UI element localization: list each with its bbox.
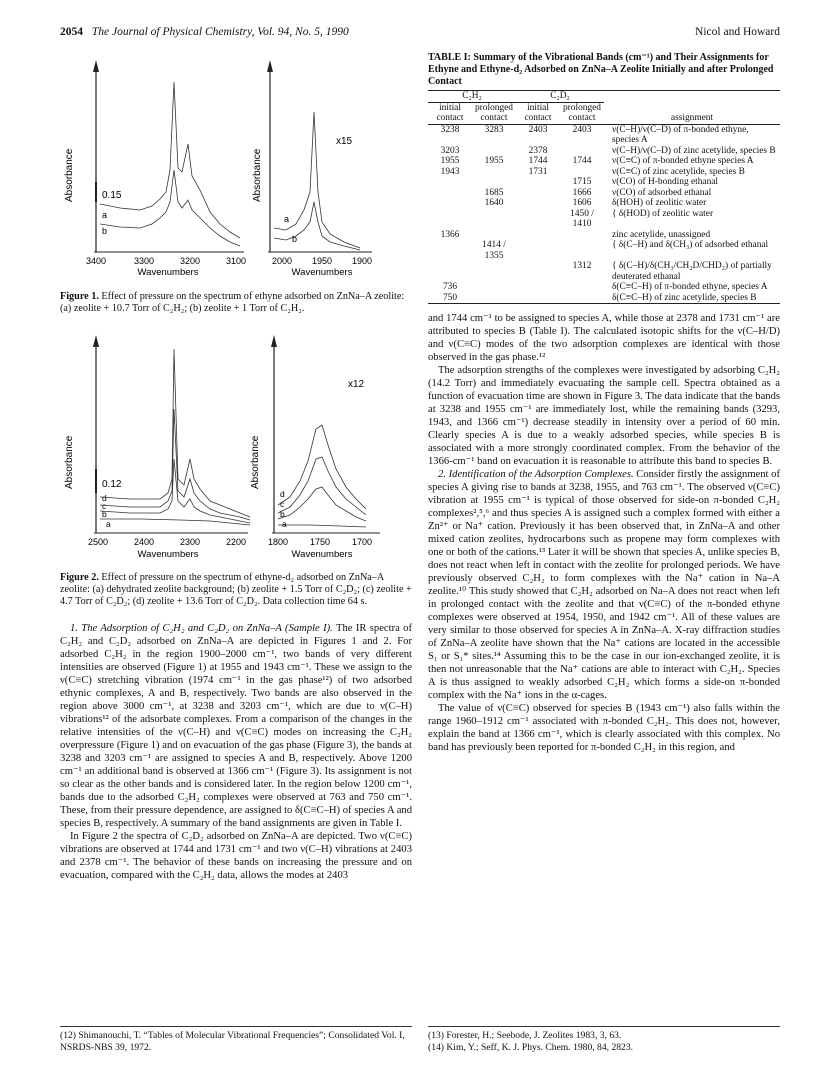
- table-1: [428, 90, 780, 304]
- table-row: [428, 124, 780, 146]
- table-cell-value: 1955: [484, 156, 504, 166]
- table-cell-value: [472, 230, 516, 241]
- table-cell-value: 1943: [440, 166, 460, 177]
- f1l-tick-3: 3100: [225, 256, 247, 266]
- paragraph-identification-text: Consider firstly the assignment of species A giving rise to bands at 3238, 1955, and 763 cm⁻¹. The observed ν(C≡C) vibration at 1955 cm⁻¹ is typical of those observed for side-on π-bonded C₂H₂ complexes²,⁵,⁶ and thus species A is assigned such a complex formed with either a Zn²⁺ or Na⁺ cation. Previously it has been observed that, in ZnNa–A and other mixed cation zeolites, hydrocarbons such as propene may form complexes with one or both of the cations.¹³ Later it will be shown that species A, unlike species B, does not react when left in contact with the zeolite for prolonged periods. We have previously observed C₂H₂ to form complexes with the Na⁺ cation in Na–A zeolite.¹⁰ This study showed that C₂H₂ adsorbed on Na–A does not react when left in prolonged contact with the zeolite and that ν(C≡C) of the π-bonded ethyne complexes were observed at 1954, 1950, and 1942 cm⁻¹. All of these values are very similar to those observed for species A in ZnNa–A. X-ray diffraction studies of ZnNa–A zeolite have shown that the Na⁺ cations are located in the accessible S₁ or S₁* sites.¹⁴ Assuming this to be the case in our ion-exchanged zeolite, it is then not unreasonable that the Na⁺ cations are able to interact with C₂H₂. Species A is thus assigned to weakly adsorbed C₂H₂ which forms a side-on π-bonded complex with the Na⁺ ions in the α-cages.: [428, 469, 780, 701]
- f1l-tick-0: 3400: [85, 256, 107, 266]
- f1l-trace-a: [100, 82, 240, 238]
- f1l-y-arrow: [93, 60, 99, 72]
- table-row: [428, 240, 780, 261]
- section-2-title: 2. Identification of the Adsorption Complexes.: [438, 469, 634, 480]
- paragraph-isotopic: and 1744 cm⁻¹ to be assigned to species A, while those at 2378 and 1731 cm⁻¹ are attributed to species B (Table I). The calculated isotopic shifts for the ν(C–H/D) and ν(C≡C) modes of the two adsorption complexes are identical with those observed in the gas phase.¹²: [428, 313, 780, 363]
- f2r-y-arrow: [271, 335, 277, 347]
- f2r-tick-2: 1700: [351, 537, 373, 547]
- table-cell-assignment: ν(C–H)/ν(C–D) of zinc acetylide, species B: [612, 145, 776, 156]
- table-row: [428, 156, 780, 167]
- section-1-title: 1. The Adsorption of C₂H₂ and C₂D₂ on ZnNa–A (Sample I).: [70, 623, 333, 634]
- f2r-trace-a: [278, 525, 366, 527]
- figure-2-caption-label: Figure 2.: [60, 572, 99, 583]
- f2l-y-arrow: [93, 335, 99, 347]
- figure-1: [60, 52, 412, 315]
- table-cell-value: [428, 240, 472, 261]
- table-row: [428, 188, 780, 199]
- table-cell-assignment: δ(C≡C–H) of zinc acetylide, species B: [612, 292, 757, 303]
- f2r-trace-label-c: c: [280, 499, 285, 509]
- table-cell-value: [560, 167, 604, 178]
- table-cell-value: [516, 209, 560, 230]
- table-col-header: initial contact: [524, 102, 552, 123]
- table-cell-value: [560, 146, 604, 157]
- running-authors: Nicol and Howard: [695, 26, 780, 38]
- paragraph-adsorption: [60, 622, 412, 830]
- f1r-multiplier: x15: [336, 136, 353, 147]
- f2l-xlabel: Wavenumbers: [137, 549, 199, 560]
- f2r-trace-label-d: d: [280, 489, 285, 499]
- f2r-tick-0: 1800: [267, 537, 289, 547]
- table-cell-value: 1450 / 1410: [570, 208, 594, 229]
- f2r-trace-label-a: a: [282, 519, 287, 529]
- table-cell-value: [472, 293, 516, 304]
- left-body-text: [60, 622, 412, 882]
- table-cell-assignment: ν(CO) of adsorbed ethanal: [612, 187, 712, 198]
- f2l-tick-3: 2200: [225, 537, 247, 547]
- f2r-xlabel: Wavenumbers: [291, 549, 353, 560]
- table-cell-assignment: { δ(C–H)/δ(CH₃/CH₂D/CHD₂) of partially deuterated ethanal: [612, 261, 772, 282]
- table-cell-value: [472, 261, 516, 282]
- table-col-header: initial contact: [436, 102, 464, 123]
- f2l-trace-label-c: c: [102, 501, 107, 511]
- right-column: [428, 52, 780, 754]
- f2l-trace-a: [100, 519, 250, 525]
- table-cell-value: 3238: [440, 124, 460, 135]
- table-cell-value: 1715: [572, 177, 592, 187]
- table-row: [428, 230, 780, 241]
- table-cell-assignment: ν(CO) of H-bonding ethanal: [612, 177, 719, 187]
- table-cell-value: [428, 188, 472, 199]
- paragraph-adsorption-text: The IR spectra of C₂H₂ and C₂D₂ adsorbed on ZnNa–A are depicted in Figures 1 and 2. For adsorbed C₂H₂ in the region 1900–2000 cm⁻¹, two bands of very different intensities are observed (Figure 1) at 1955 and 1943 cm⁻¹. These we assign to the ν(C≡C) stretching vibration (1974 cm⁻¹ in the gas phase¹²) of two adsorbed ethynic complexes, A and B, respectively. Two bands are also observed in the region above 3000 cm⁻¹, at 3238 and 3203 cm⁻¹, which are due to ν(C–H) vibrations¹² of the adsorbate complexes. From a comparison of the changes in the relative intensities of the ν(C–H) and ν(C≡C) modes on increasing the C₂H₂ overpressure (Figure 1) and on evacuation of the gas phase (Figure 3), the bands at 3238 and 3203 cm⁻¹ are assigned to species A and B, respectively. Above 1200 cm⁻¹ an additional band is observed at 1366 cm⁻¹ (Figure 3). Its assignment is not so clear as the other bands and is considered later. In the region below 1200 cm⁻¹, bands due to the adsorbed C₂H₂ complexes were observed at 763 and 750 cm⁻¹. These, from their pressure dependence, are assigned to δ(C≡C–H) of species A and species B, respectively. A summary of the band assignments are given in Table I.: [60, 623, 412, 829]
- table-cell-value: [472, 177, 516, 188]
- f2l-tick-1: 2400: [133, 537, 155, 547]
- f2r-ylabel: Absorbance: [250, 435, 261, 489]
- table-cell-value: 1685: [484, 187, 504, 198]
- page-number: 2054: [60, 26, 83, 38]
- table-cell-assignment: { δ(C–H) and δ(CH₃) of adsorbed ethanal: [612, 240, 769, 250]
- table-1-body: [428, 124, 780, 304]
- table-row: [428, 198, 780, 209]
- f1l-tick-1: 3300: [133, 256, 155, 266]
- table-cell-assignment: ν(C≡C) of π-bonded ethyne species A: [612, 156, 754, 166]
- table-cell-value: 1366: [440, 229, 460, 240]
- table-cell-value: [516, 261, 560, 282]
- table-cell-value: 1312: [572, 261, 592, 271]
- table-1-title: TABLE I: Summary of the Vibrational Bands (cm⁻¹) and Their Assignments for Ethyne and Ethyne-d₂ Adsorbed on ZnNa–A Zeolite Initially and after Prolonged Contact: [428, 52, 774, 87]
- table-cell-value: [516, 177, 560, 188]
- f2l-trace-label-d: d: [102, 493, 107, 503]
- table-row: [428, 261, 780, 282]
- table-cell-value: 1666: [572, 187, 592, 198]
- paragraph-identification: [428, 468, 780, 702]
- f1l-ylabel: Absorbance: [64, 148, 75, 202]
- figure-1-caption-text: Effect of pressure on the spectrum of ethyne adsorbed on ZnNa–A zeolite: (a) zeolite + 10.7 Torr of C₂H₂; (b) zeolite + 1 Torr of C₂H₂.: [60, 291, 405, 314]
- f2l-trace-label-b: b: [102, 509, 107, 519]
- f1l-trace-label-b: b: [102, 226, 108, 236]
- figure-2-caption-text: Effect of pressure on the spectrum of ethyne-d₂ adsorbed on ZnNa–A zeolite: (a) dehydrated zeolite background; (b) zeolite + 1.5 Torr of C₂D₂; (c) zeolite + 4.7 Torr of C₂D₂; (d) zeolite + 13.6 Torr of C₂D₂. Data collection time 64 s.: [60, 572, 412, 607]
- table-cell-value: [428, 261, 472, 282]
- f2l-tick-2: 2300: [179, 537, 201, 547]
- table-cell-value: 2403: [572, 124, 592, 135]
- table-cell-value: 3283: [484, 124, 504, 135]
- table-cell-value: [560, 282, 604, 293]
- table-cell-value: 736: [442, 282, 458, 292]
- figure-1-graphic: [60, 52, 412, 284]
- table-cell-value: 3203: [440, 145, 460, 156]
- f1l-tick-2: 3200: [179, 256, 201, 266]
- right-body-text: [428, 312, 780, 754]
- table-cell-value: [516, 188, 560, 199]
- table-cell-value: [560, 293, 604, 304]
- table-row: [428, 167, 780, 178]
- f1r-y-arrow: [267, 60, 273, 72]
- f1r-tick-0: 2000: [271, 256, 293, 266]
- f2r-trace-label-b: b: [280, 509, 285, 519]
- table-cell-value: [516, 293, 560, 304]
- table-cell-value: 1640: [484, 198, 504, 208]
- figure-2-caption: [60, 572, 412, 608]
- table-cell-value: [428, 177, 472, 188]
- table-cell-value: 2403: [528, 124, 548, 135]
- figure-1-caption: [60, 291, 412, 315]
- table-group-c2d2: C₂D₂: [516, 91, 604, 103]
- left-column: [60, 52, 412, 882]
- footnotes-right: [428, 1026, 780, 1053]
- f1l-xlabel: Wavenumbers: [137, 267, 199, 278]
- f1r-tick-1: 1950: [311, 256, 333, 266]
- table-cell-value: [472, 146, 516, 157]
- table-cell-value: [560, 240, 604, 261]
- f2l-trace-label-a: a: [106, 519, 111, 529]
- table-cell-value: [472, 167, 516, 178]
- table-cell-assignment: δ(C≡C–H) of π-bonded ethyne, species A: [612, 282, 768, 292]
- table-col-header: prolonged contact: [474, 102, 513, 123]
- footnotes-left: [60, 1026, 412, 1053]
- f2r-tick-1: 1750: [309, 537, 331, 547]
- table-cell-value: [472, 209, 516, 230]
- f1r-trace-label-a: a: [284, 214, 290, 224]
- f2l-ylabel: Absorbance: [64, 435, 75, 489]
- table-row: [428, 282, 780, 293]
- table-col-header: prolonged contact: [562, 102, 601, 123]
- table-cell-value: 1414 / 1355: [482, 240, 506, 261]
- table-cell-value: 1731: [528, 166, 548, 177]
- figure-2: [60, 329, 412, 608]
- f1r-ylabel: Absorbance: [252, 148, 263, 202]
- journal-citation: The Journal of Physical Chemistry, Vol. 94, No. 5, 1990: [91, 26, 349, 38]
- table-row: [428, 146, 780, 157]
- table-row: [428, 209, 780, 230]
- footnote-14: (14) Kim, Y.; Seff, K. J. Phys. Chem. 1980, 84, 2823.: [428, 1041, 634, 1053]
- table-cell-value: 1744: [528, 156, 548, 166]
- table-cell-value: [560, 230, 604, 241]
- table-cell-value: 2378: [528, 145, 548, 156]
- f2r-trace-d: [278, 425, 366, 509]
- table-cell-value: [428, 198, 472, 209]
- table-col-header: assignment: [670, 113, 714, 123]
- table-cell-value: 750: [442, 292, 458, 303]
- table-row: [428, 177, 780, 188]
- table-cell-assignment: { δ(HOD) of zeolitic water: [612, 208, 714, 219]
- table-cell-value: 1955: [440, 156, 460, 166]
- f2r-trace-c: [278, 457, 366, 515]
- table-cell-value: [472, 282, 516, 293]
- table-cell-assignment: ν(C≡C) of zinc acetylide, species B: [612, 166, 745, 177]
- f1l-trace-label-a: a: [102, 210, 108, 220]
- f1l-scale-label: 0.15: [102, 190, 122, 201]
- footnote-12: (12) Shimanouchi, T. “Tables of Molecular Vibrational Frequencies”; Consolidated Vol. I, NSRDS-NBS 39, 1972.: [60, 1030, 405, 1053]
- f1r-xlabel: Wavenumbers: [291, 267, 353, 278]
- f2l-scale-label: 0.12: [102, 479, 122, 490]
- f2l-tick-0: 2500: [87, 537, 109, 547]
- table-row: [428, 293, 780, 304]
- table-cell-value: [516, 240, 560, 261]
- table-cell-value: [516, 198, 560, 209]
- paragraph-adsorption-strengths: The adsorption strengths of the complexes were investigated by adsorbing C₂H₂ (14.2 Torr) and immediately evacuating the sample cell. Spectra obtained as a function of evacuation time are shown in Figure 3. The data indicate that the bands at 3238 and 1955 cm⁻¹ are immediately lost, while the remaining bands (3293, 1943, and 1366 cm⁻¹) decrease steadily in intensity over a period of 60 min. Clearly species A is due to a weakly adsorbed species, while species B is associated with a more strongly coordinated complex. From the behavior of the 1366-cm⁻¹ band on evacuation it is reasonable to attribute this band to species B.: [428, 365, 780, 467]
- table-cell-value: 1606: [572, 198, 592, 208]
- f2l-trace-c: [100, 409, 250, 520]
- running-header: [60, 26, 780, 44]
- table-cell-value: [516, 282, 560, 293]
- table-cell-value: 1744: [572, 156, 592, 166]
- figure-1-caption-label: Figure 1.: [60, 291, 99, 302]
- table-group-c2h2: C₂H₂: [428, 91, 516, 103]
- figure-2-graphic: [60, 329, 412, 565]
- table-cell-assignment: zinc acetylide, unassigned: [612, 229, 711, 240]
- table-cell-assignment: ν(C–H)/ν(C–D) of π-bonded ethyne, species A: [612, 124, 749, 145]
- table-cell-value: [516, 230, 560, 241]
- f1r-tick-2: 1900: [351, 256, 373, 266]
- table-cell-value: [428, 209, 472, 230]
- table-cell-assignment: δ(HOH) of zeolitic water: [612, 198, 707, 208]
- footnote-13: (13) Forester, H.; Seebode, J. Zeolites 1983, 3, 63.: [428, 1030, 622, 1041]
- paragraph-c2d2: In Figure 2 the spectra of C₂D₂ adsorbed on ZnNa–A are depicted. Two ν(C≡C) vibrations are observed at 1744 and 1731 cm⁻¹ and two ν(C–H) vibrations at 2403 and 2378 cm⁻¹. The behavior of these bands on increasing the pressure and on evacuation, compared with the C₂H₂ data, allows the modes at 2403: [60, 831, 412, 881]
- f2r-multiplier: x12: [348, 379, 365, 390]
- f1r-trace-a: [274, 112, 360, 248]
- f2l-trace-b: [100, 459, 250, 523]
- f1r-trace-label-b: b: [292, 234, 298, 244]
- paragraph-species-b: The value of ν(C≡C) observed for species B (1943 cm⁻¹) also falls within the range 1960–1912 cm⁻¹ associated with π-bonded C₂H₂. This does not, however, explain the band at 1366 cm⁻¹, which is clearly associated with this complex. No band has previously been reported for π-bonded C₂H₂ in this region, and: [428, 703, 780, 753]
